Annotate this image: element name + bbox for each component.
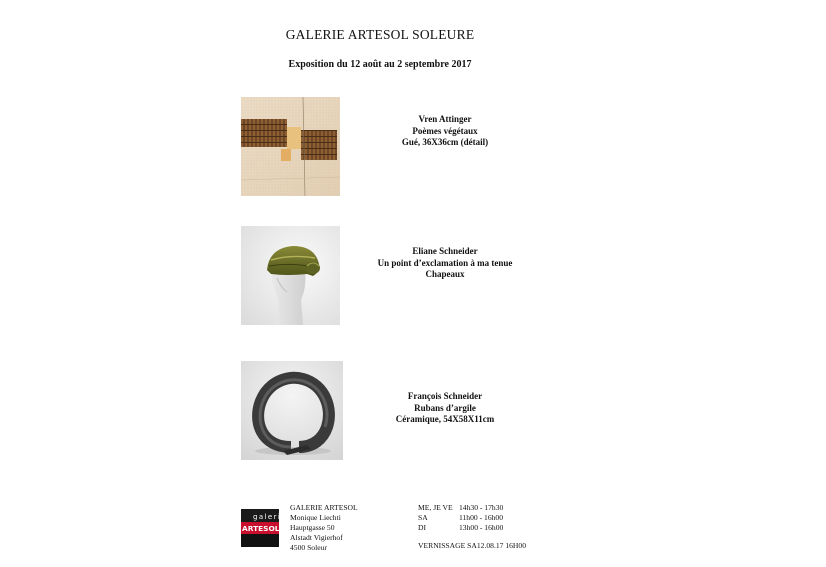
artist-name: Eliane Schneider bbox=[412, 246, 478, 256]
artist-name: François Schneider bbox=[407, 391, 483, 401]
address-line: Monique Liechti bbox=[290, 513, 341, 522]
hat-on-mannequin-image bbox=[241, 226, 340, 325]
artwork-image-ceramic bbox=[241, 361, 343, 460]
hours-days: DI bbox=[418, 523, 427, 532]
hours-row bbox=[418, 513, 503, 523]
address-line: 4500 Soleur bbox=[290, 543, 327, 552]
gallery-address bbox=[290, 503, 358, 553]
artwork-image-hat bbox=[241, 226, 340, 325]
hours-row bbox=[418, 503, 503, 513]
artwork-image-textile bbox=[241, 97, 340, 196]
hours-time: 13h00 - 16h00 bbox=[459, 523, 504, 532]
address-line: Alstadt Vigierhof bbox=[290, 533, 343, 542]
artwork-details: Gué, 36X36cm (détail) bbox=[401, 137, 489, 147]
textile-art-image bbox=[241, 97, 340, 196]
logo-bottom-text: ARTESOL bbox=[242, 524, 280, 533]
hours-days: SA bbox=[418, 513, 428, 522]
artwork-title: Un point d’exclamation à ma tenue bbox=[377, 257, 513, 268]
artwork-details: Chapeaux bbox=[425, 269, 465, 279]
hours-time: 11h00 - 16h00 bbox=[459, 513, 504, 522]
address-line: Hauptgasse 50 bbox=[290, 523, 335, 532]
artwork-caption-1 bbox=[345, 114, 545, 149]
hours-time: 14h30 - 17h30 bbox=[459, 503, 504, 512]
vernissage-info: VERNISSAGE SA12.08.17 16H00 bbox=[418, 541, 527, 550]
artist-name: Vren Attinger bbox=[418, 114, 472, 124]
address-line: GALERIE ARTESOL bbox=[290, 503, 358, 512]
artwork-details: Céramique, 54X58X11cm bbox=[395, 414, 495, 424]
artwork-title: Poèmes végétaux bbox=[412, 125, 478, 136]
artwork-caption-3 bbox=[345, 391, 545, 426]
page-title: GALERIE ARTESOL SOLEURE bbox=[285, 27, 475, 42]
hours-days: ME, JE VE bbox=[418, 503, 453, 512]
artwork-title: Rubans d’argile bbox=[414, 402, 476, 413]
galerie-artesol-logo bbox=[241, 509, 287, 547]
logo-top-text: galerie bbox=[253, 513, 287, 521]
artwork-caption-2 bbox=[345, 246, 545, 281]
exhibition-dates: Exposition du 12 août au 2 septembre 2017 bbox=[288, 59, 472, 70]
galerie-artesol-logo-graphic bbox=[241, 509, 287, 547]
hours-row bbox=[418, 523, 503, 533]
ceramic-ring-sculpture-image bbox=[241, 361, 343, 460]
opening-hours bbox=[418, 503, 503, 533]
